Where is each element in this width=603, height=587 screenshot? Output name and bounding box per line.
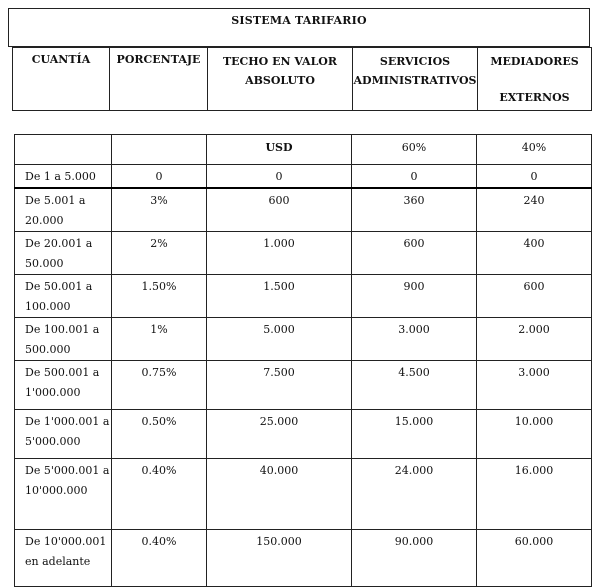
table-row xyxy=(15,459,592,530)
techo-cell xyxy=(207,232,352,275)
cuantia-cell xyxy=(15,165,112,189)
porcentaje-cell-value: 0.50% xyxy=(141,415,177,428)
range-line1: De 5.001 a xyxy=(25,194,86,207)
porcentaje-cell xyxy=(112,318,207,361)
title-box xyxy=(8,8,590,47)
mediadores-percent: 40% xyxy=(477,135,592,165)
cuantia-cell xyxy=(15,232,112,275)
porcentaje-cell xyxy=(112,361,207,410)
techo-cell xyxy=(207,275,352,318)
header-cuantia xyxy=(13,48,110,111)
servicios-percent: 60% xyxy=(352,135,477,165)
header-servicios-line1: SERVICIOS xyxy=(379,55,451,68)
servicios-cell-value: 0 xyxy=(410,170,418,183)
mediadores-cell xyxy=(477,165,592,189)
porcentaje-cell-value: 0.75% xyxy=(141,366,177,379)
range-line2: 1'000.000 xyxy=(25,386,81,399)
servicios-cell xyxy=(352,410,477,459)
mediadores-cell xyxy=(477,361,592,410)
table-row xyxy=(15,530,592,587)
header-techo-line2: ABSOLUTO xyxy=(245,74,315,87)
mediadores-cell xyxy=(477,530,592,587)
header-mediadores-line1: MEDIADORES xyxy=(490,55,579,68)
servicios-cell xyxy=(352,275,477,318)
range-line1: De 20.001 a xyxy=(25,237,93,250)
document-title: SISTEMA TARIFARIO xyxy=(231,14,367,27)
servicios-cell-value: 90.000 xyxy=(394,535,434,548)
range-line2: 50.000 xyxy=(25,257,64,270)
header-servicios xyxy=(353,48,478,111)
techo-cell xyxy=(207,459,352,530)
techo-cell-value: 40.000 xyxy=(259,464,299,477)
servicios-cell-value: 360 xyxy=(403,194,425,207)
currency-empty-cell xyxy=(112,135,207,165)
cuantia-cell xyxy=(15,410,112,459)
range-line1: De 10'000.001 xyxy=(25,535,107,548)
range-line2: en adelante xyxy=(25,555,91,568)
techo-cell-value: 150.000 xyxy=(256,535,302,548)
table-row xyxy=(15,188,592,232)
currency-row xyxy=(15,135,592,165)
techo-cell xyxy=(207,530,352,587)
range-line2: 500.000 xyxy=(25,343,71,356)
mediadores-cell-value: 10.000 xyxy=(514,415,554,428)
table-row xyxy=(15,165,592,189)
servicios-cell xyxy=(352,530,477,587)
porcentaje-cell-value: 1.50% xyxy=(141,280,177,293)
servicios-cell xyxy=(352,459,477,530)
header-porcentaje-label: PORCENTAJE xyxy=(116,53,201,66)
mediadores-cell xyxy=(477,410,592,459)
porcentaje-cell-value: 0.40% xyxy=(141,464,177,477)
servicios-cell-value: 900 xyxy=(403,280,425,293)
range-line1: De 1 a 5.000 xyxy=(25,170,96,183)
table-row xyxy=(15,410,592,459)
header-mediadores xyxy=(478,48,592,111)
range-line1: De 500.001 a xyxy=(25,366,100,379)
porcentaje-cell xyxy=(112,165,207,189)
tariff-table xyxy=(14,134,592,587)
servicios-cell-value: 600 xyxy=(403,237,425,250)
table-row xyxy=(15,318,592,361)
mediadores-cell-value: 400 xyxy=(523,237,545,250)
porcentaje-cell-value: 0.40% xyxy=(141,535,177,548)
mediadores-cell-value: 3.000 xyxy=(518,366,550,379)
servicios-cell xyxy=(352,361,477,410)
techo-cell xyxy=(207,318,352,361)
mediadores-cell xyxy=(477,459,592,530)
porcentaje-cell-value: 0 xyxy=(155,170,163,183)
porcentaje-cell xyxy=(112,188,207,232)
header-mediadores-line2: EXTERNOS xyxy=(499,91,570,104)
servicios-cell-value: 3.000 xyxy=(398,323,430,336)
cuantia-cell xyxy=(15,530,112,587)
cuantia-cell xyxy=(15,459,112,530)
techo-cell-value: 5.000 xyxy=(263,323,295,336)
cuantia-cell xyxy=(15,188,112,232)
techo-cell-value: 1.000 xyxy=(263,237,295,250)
techo-cell xyxy=(207,188,352,232)
range-line1: De 1'000.001 a xyxy=(25,415,110,428)
mediadores-cell-value: 240 xyxy=(523,194,545,207)
mediadores-cell xyxy=(477,188,592,232)
techo-cell-value: 0 xyxy=(275,170,283,183)
mediadores-cell xyxy=(477,232,592,275)
servicios-cell-value: 15.000 xyxy=(394,415,434,428)
techo-cell-value: 600 xyxy=(268,194,290,207)
range-line1: De 100.001 a xyxy=(25,323,100,336)
header-row xyxy=(13,48,592,111)
techo-cell-value: 1.500 xyxy=(263,280,295,293)
range-line2: 10'000.000 xyxy=(25,484,88,497)
porcentaje-cell xyxy=(112,410,207,459)
table-row xyxy=(15,361,592,410)
table-row xyxy=(15,232,592,275)
servicios-cell xyxy=(352,232,477,275)
porcentaje-cell xyxy=(112,530,207,587)
mediadores-cell xyxy=(477,318,592,361)
range-line2: 20.000 xyxy=(25,214,64,227)
cuantia-cell xyxy=(15,361,112,410)
header-cuantia-label: CUANTÍA xyxy=(31,53,91,66)
range-line1: De 50.001 a xyxy=(25,280,93,293)
currency-empty-cell xyxy=(15,135,112,165)
servicios-cell-value: 24.000 xyxy=(394,464,434,477)
porcentaje-cell-value: 2% xyxy=(150,237,168,250)
header-techo-line1: TECHO EN VALOR xyxy=(222,55,338,68)
porcentaje-cell xyxy=(112,459,207,530)
porcentaje-cell-value: 3% xyxy=(150,194,168,207)
table-row xyxy=(15,275,592,318)
servicios-cell-value: 4.500 xyxy=(398,366,430,379)
range-line2: 5'000.000 xyxy=(25,435,81,448)
range-line2: 100.000 xyxy=(25,300,71,313)
servicios-cell xyxy=(352,165,477,189)
mediadores-cell-value: 600 xyxy=(523,280,545,293)
currency-label: USD xyxy=(207,135,352,165)
header-porcentaje xyxy=(110,48,208,111)
techo-cell xyxy=(207,165,352,189)
mediadores-cell-value: 2.000 xyxy=(518,323,550,336)
header-table xyxy=(12,47,592,111)
cuantia-cell xyxy=(15,318,112,361)
mediadores-cell xyxy=(477,275,592,318)
techo-cell-value: 25.000 xyxy=(259,415,299,428)
porcentaje-cell xyxy=(112,275,207,318)
servicios-cell xyxy=(352,188,477,232)
techo-cell xyxy=(207,361,352,410)
range-line1: De 5'000.001 a xyxy=(25,464,110,477)
header-servicios-line2: ADMINISTRATIVOS xyxy=(353,74,477,87)
servicios-cell xyxy=(352,318,477,361)
mediadores-cell-value: 16.000 xyxy=(514,464,554,477)
porcentaje-cell xyxy=(112,232,207,275)
techo-cell-value: 7.500 xyxy=(263,366,295,379)
techo-cell xyxy=(207,410,352,459)
porcentaje-cell-value: 1% xyxy=(150,323,168,336)
mediadores-cell-value: 60.000 xyxy=(514,535,554,548)
header-techo xyxy=(208,48,353,111)
mediadores-cell-value: 0 xyxy=(530,170,538,183)
cuantia-cell xyxy=(15,275,112,318)
